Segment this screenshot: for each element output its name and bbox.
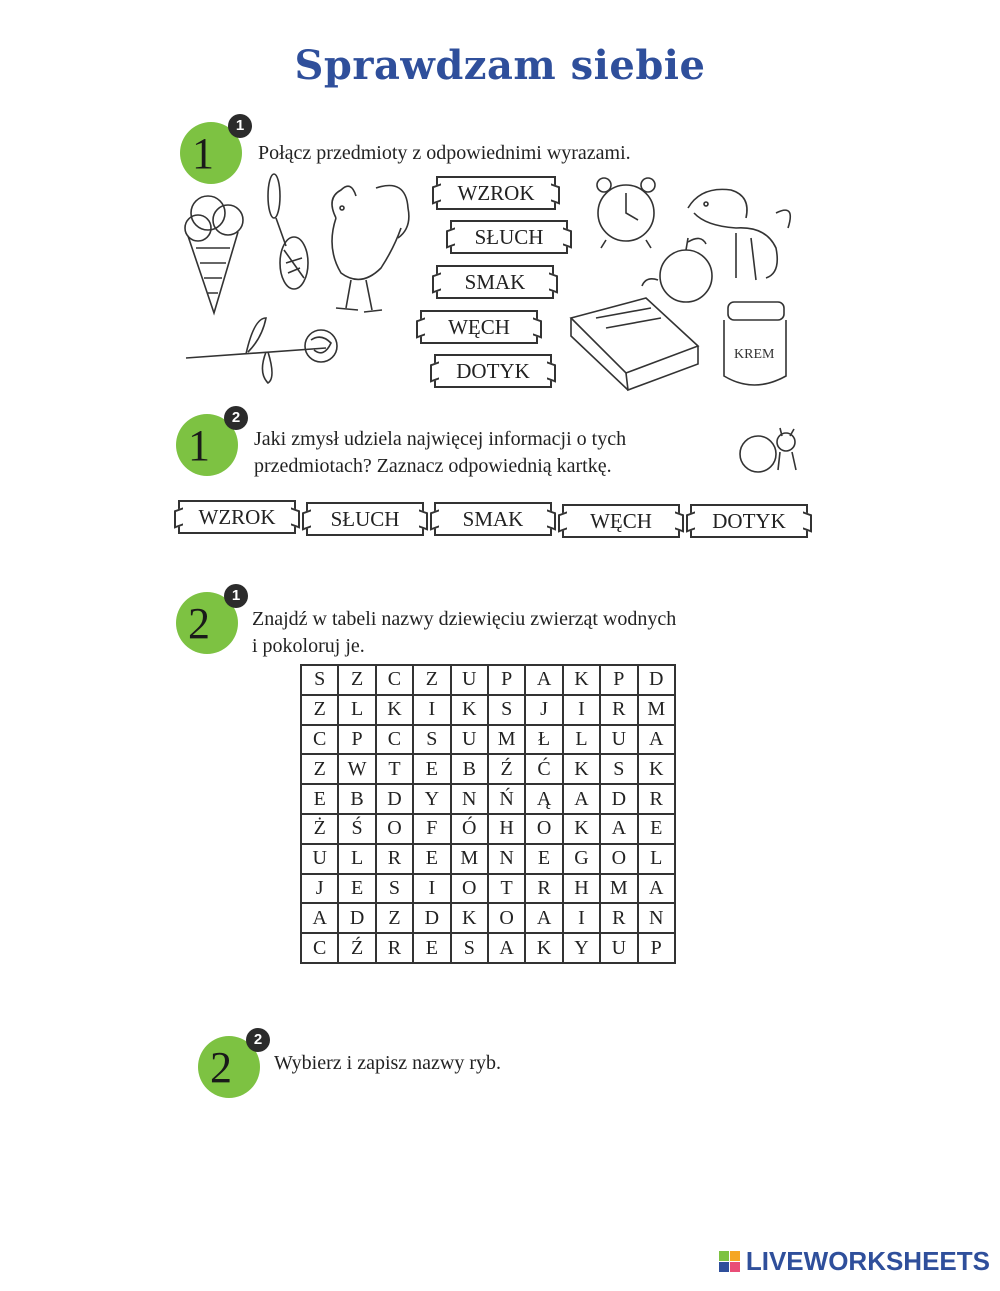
grid-cell[interactable]: S [376, 874, 413, 904]
grid-cell[interactable]: E [301, 784, 338, 814]
grid-cell[interactable]: C [301, 725, 338, 755]
badge-number: 2 [210, 1043, 232, 1092]
grid-row [301, 665, 675, 695]
grid-cell[interactable]: Ś [338, 814, 375, 844]
grid-cell[interactable]: A [301, 903, 338, 933]
grid-cell[interactable]: I [413, 874, 450, 904]
grid-cell[interactable]: L [638, 844, 675, 874]
badge-subnumber: 1 [228, 114, 252, 138]
jar-label: KREM [734, 347, 775, 362]
grid-cell[interactable]: E [338, 874, 375, 904]
grid-cell[interactable]: O [488, 903, 525, 933]
grid-cell[interactable]: W [338, 754, 375, 784]
grid-cell[interactable]: E [525, 844, 562, 874]
grid-row [301, 784, 675, 814]
grid-cell[interactable]: M [600, 874, 637, 904]
grid-cell[interactable]: U [600, 933, 637, 963]
grid-cell[interactable]: K [525, 933, 562, 963]
grid-cell[interactable]: N [488, 844, 525, 874]
grid-cell[interactable]: A [488, 933, 525, 963]
grid-cell[interactable]: O [600, 844, 637, 874]
card-sluch-2[interactable]: SŁUCH [306, 502, 424, 536]
liveworksheets-logo-icon [719, 1251, 740, 1272]
grid-row [301, 725, 675, 755]
badge-subnumber: 2 [246, 1028, 270, 1052]
grid-row [301, 814, 675, 844]
grid-cell[interactable]: K [376, 695, 413, 725]
badge-subnumber: 1 [224, 584, 248, 608]
grid-cell[interactable]: J [525, 695, 562, 725]
grid-cell[interactable]: M [488, 725, 525, 755]
grid-cell[interactable]: S [413, 725, 450, 755]
grid-cell[interactable]: J [301, 874, 338, 904]
grid-cell[interactable]: Ź [488, 754, 525, 784]
apple-icon [642, 238, 712, 302]
instruction-2-1 [252, 606, 676, 660]
grid-cell[interactable]: R [600, 695, 637, 725]
instruction-line: i pokoloruj je. [252, 635, 365, 657]
grid-row [301, 754, 675, 784]
ball-boy-icon [736, 426, 808, 478]
grid-cell[interactable]: Ź [338, 933, 375, 963]
grid-cell[interactable]: E [413, 754, 450, 784]
grid-cell[interactable]: K [451, 903, 488, 933]
grid-cell[interactable]: Z [338, 665, 375, 695]
brush-icon [268, 174, 308, 289]
grid-cell[interactable]: Y [413, 784, 450, 814]
grid-cell[interactable]: N [451, 784, 488, 814]
grid-row [301, 933, 675, 963]
grid-row [301, 903, 675, 933]
grid-cell[interactable]: R [376, 844, 413, 874]
grid-cell[interactable]: Ż [301, 814, 338, 844]
grid-cell[interactable]: D [413, 903, 450, 933]
card-dotyk-1[interactable]: DOTYK [434, 354, 552, 388]
grid-cell[interactable]: Ł [525, 725, 562, 755]
grid-cell[interactable]: K [451, 695, 488, 725]
alarm-clock-icon [597, 178, 655, 248]
grid-row [301, 695, 675, 725]
grid-cell[interactable]: K [638, 754, 675, 784]
grid-cell[interactable]: A [600, 814, 637, 844]
instruction-2-2: Wybierz i zapisz nazwy ryb. [274, 1052, 502, 1074]
badge-subnumber: 2 [224, 406, 248, 430]
grid-row [301, 844, 675, 874]
grid-cell[interactable]: K [563, 665, 600, 695]
grid-cell[interactable]: U [451, 665, 488, 695]
grid-cell[interactable]: U [451, 725, 488, 755]
instruction-1-1: Połącz przedmioty z odpowiednimi wyrazami. [258, 142, 631, 164]
grid-cell[interactable]: O [451, 874, 488, 904]
grid-cell[interactable]: L [338, 844, 375, 874]
rose-icon [186, 318, 337, 383]
grid-cell[interactable]: A [563, 784, 600, 814]
exercise-badge-2-2 [198, 1031, 263, 1098]
brand-name: LIVEWORKSHEETS [745, 1246, 990, 1276]
card-smak-1[interactable]: SMAK [436, 265, 554, 299]
grid-cell[interactable]: A [638, 874, 675, 904]
badge-number: 2 [188, 599, 210, 648]
grid-cell[interactable]: Ń [488, 784, 525, 814]
dog-icon [688, 189, 790, 280]
grid-cell[interactable]: L [563, 725, 600, 755]
grid-cell[interactable]: P [600, 665, 637, 695]
grid-cell[interactable]: S [451, 933, 488, 963]
grid-cell[interactable]: P [488, 665, 525, 695]
grid-cell[interactable]: D [376, 784, 413, 814]
grid-cell[interactable]: P [638, 933, 675, 963]
grid-cell[interactable]: P [338, 725, 375, 755]
instruction-line: Jaki zmysł udziela najwięcej informacji o tych [254, 428, 627, 450]
liveworksheets-logo [719, 1246, 990, 1277]
grid-cell[interactable]: R [376, 933, 413, 963]
grid-cell[interactable]: M [638, 695, 675, 725]
grid-cell[interactable]: C [301, 933, 338, 963]
book-icon [571, 298, 698, 390]
cream-jar-icon [724, 302, 786, 385]
instruction-line: Znajdź w tabeli nazwy dziewięciu zwierząt wodnych [252, 608, 677, 630]
grid-cell[interactable]: H [563, 874, 600, 904]
grid-cell[interactable]: S [488, 695, 525, 725]
grid-cell[interactable]: E [638, 814, 675, 844]
grid-cell[interactable]: O [376, 814, 413, 844]
grid-cell[interactable]: B [338, 784, 375, 814]
grid-cell[interactable]: R [638, 784, 675, 814]
grid-cell[interactable]: Z [301, 695, 338, 725]
grid-cell[interactable]: C [376, 665, 413, 695]
page-title: Sprawdzam siebie [294, 42, 706, 89]
grid-cell[interactable]: L [338, 695, 375, 725]
card-wech-2[interactable]: WĘCH [562, 504, 680, 538]
card-dotyk-2[interactable]: DOTYK [690, 504, 808, 538]
grid-cell[interactable]: N [638, 903, 675, 933]
grid-cell[interactable]: B [451, 754, 488, 784]
instruction-line: przedmiotach? Zaznacz odpowiednią kartkę. [254, 455, 612, 477]
grid-cell[interactable]: I [563, 695, 600, 725]
grid-cell[interactable]: Ą [525, 784, 562, 814]
grid-cell[interactable]: H [488, 814, 525, 844]
word-search-grid [300, 664, 676, 964]
grid-cell[interactable]: T [376, 754, 413, 784]
grid-cell[interactable]: R [600, 903, 637, 933]
grid-cell[interactable]: Ć [525, 754, 562, 784]
card-wech-1[interactable]: WĘCH [420, 310, 538, 344]
grid-cell[interactable]: T [488, 874, 525, 904]
badge-number: 1 [188, 421, 210, 470]
card-wzrok-1[interactable]: WZROK [436, 176, 556, 210]
grid-cell[interactable]: A [638, 725, 675, 755]
grid-cell[interactable]: F [413, 814, 450, 844]
grid-cell[interactable]: D [338, 903, 375, 933]
grid-cell[interactable]: E [413, 933, 450, 963]
grid-cell[interactable]: U [301, 844, 338, 874]
grid-cell[interactable]: Y [563, 933, 600, 963]
grid-cell[interactable]: E [413, 844, 450, 874]
grid-cell[interactable]: I [413, 695, 450, 725]
grid-cell[interactable]: K [563, 814, 600, 844]
card-wzrok-2[interactable]: WZROK [178, 500, 296, 534]
grid-cell[interactable]: O [525, 814, 562, 844]
grid-cell[interactable]: C [376, 725, 413, 755]
grid-cell[interactable]: A [525, 903, 562, 933]
badge-number: 1 [192, 129, 214, 178]
card-sluch-1[interactable]: SŁUCH [450, 220, 568, 254]
exercise-badge-1-2 [176, 409, 241, 476]
grid-cell[interactable]: D [638, 665, 675, 695]
grid-cell[interactable]: A [525, 665, 562, 695]
grid-cell[interactable]: Z [301, 754, 338, 784]
grid-cell[interactable]: Ó [451, 814, 488, 844]
grid-cell[interactable]: I [563, 903, 600, 933]
grid-cell[interactable]: M [451, 844, 488, 874]
grid-cell[interactable]: Z [376, 903, 413, 933]
grid-cell[interactable]: K [563, 754, 600, 784]
grid-cell[interactable]: G [563, 844, 600, 874]
card-smak-2[interactable]: SMAK [434, 502, 552, 536]
grid-cell[interactable]: Z [413, 665, 450, 695]
rooster-icon [332, 186, 409, 313]
exercise-badge-2-1 [176, 587, 241, 654]
instruction-1-2 [254, 426, 626, 480]
grid-cell[interactable]: U [600, 725, 637, 755]
grid-cell[interactable]: S [301, 665, 338, 695]
grid-cell[interactable]: R [525, 874, 562, 904]
ice-cream-icon [185, 196, 243, 313]
grid-row [301, 874, 675, 904]
grid-cell[interactable]: D [600, 784, 637, 814]
grid-cell[interactable]: S [600, 754, 637, 784]
